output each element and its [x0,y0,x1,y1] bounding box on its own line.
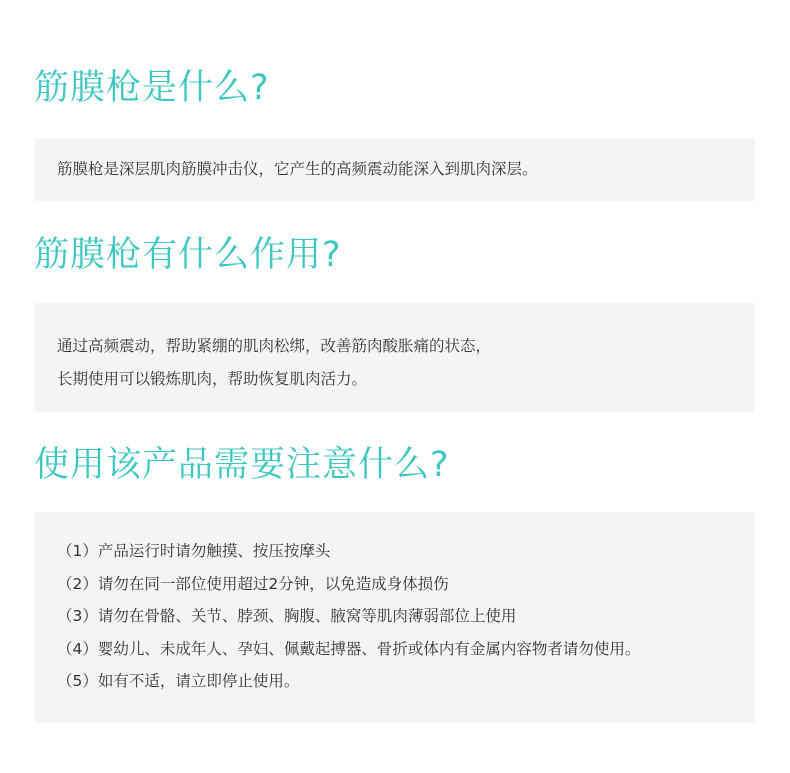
section-title-what-is: 筋膜枪是什么? [34,68,270,108]
section-box-what-is [35,138,755,201]
section-box-precautions [35,512,755,722]
section-text-line: 筋膜枪是深层肌肉筋膜冲击仪，它产生的高频震动能深入到肌肉深层。 [57,160,538,178]
precaution-item: （2）请勿在同一部位使用超过2分钟，以免造成身体损伤 [57,574,449,593]
precaution-item: （5）如有不适，请立即停止使用。 [57,672,300,690]
section-text-line: 长期使用可以锻炼肌肉，帮助恢复肌肉活力。 [57,370,368,388]
section-title-precautions: 使用该产品需要注意什么? [34,445,450,485]
section-text-line: 通过高频震动，帮助紧绷的肌肉松绑，改善筋肉酸胀痛的状态， [57,337,492,355]
section-title-function: 筋膜枪有什么作用? [34,235,342,275]
section-box-function [35,303,755,412]
precaution-item: （4）婴幼儿、未成年人、孕妇、佩戴起搏器、骨折或体内有金属内容物者请勿使用。 [57,639,641,658]
precaution-item: （1）产品运行时请勿触摸、按压按摩头 [57,542,331,560]
precaution-item: （3）请勿在骨骼、关节、脖颈、胸腹、腋窝等肌肉薄弱部位上使用 [57,607,517,625]
